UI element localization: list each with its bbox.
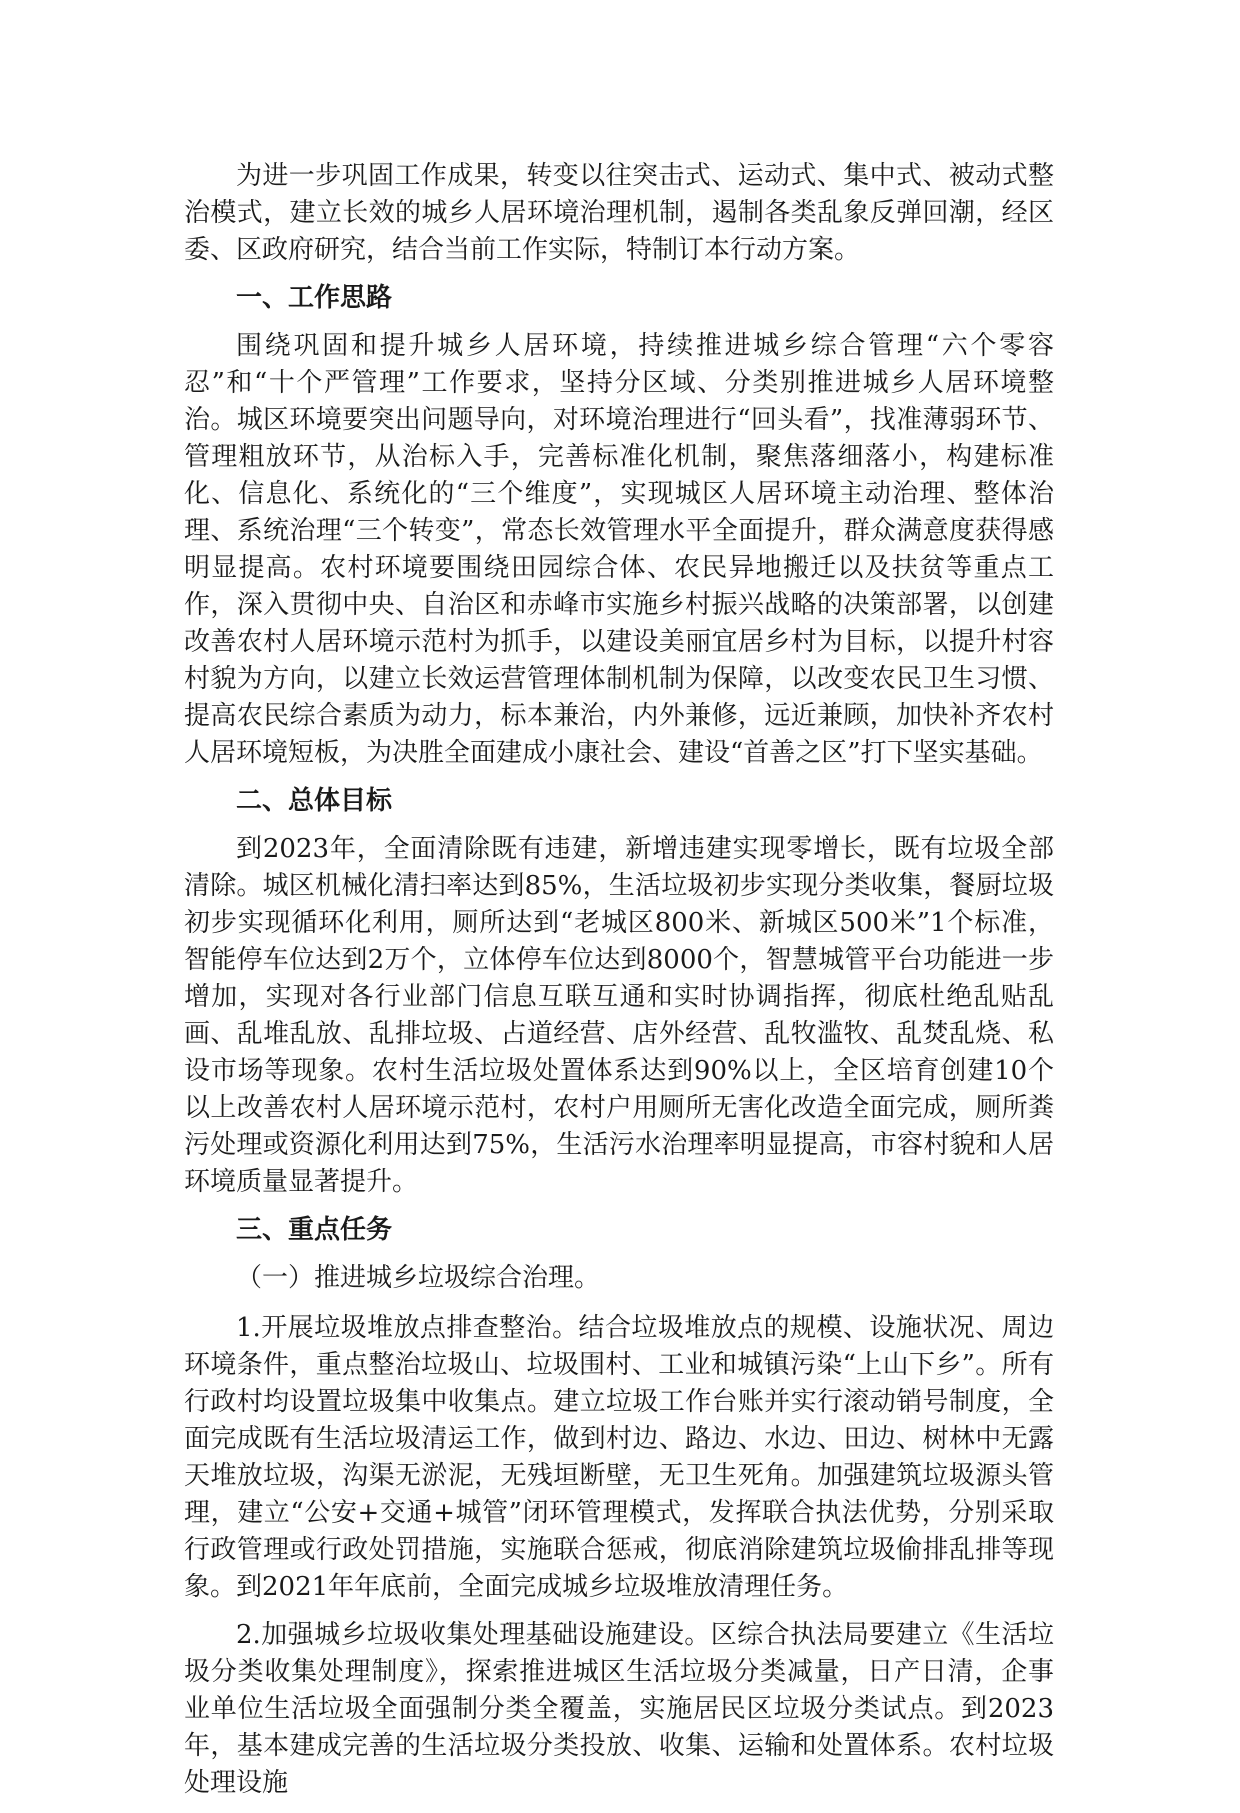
- intro-paragraph: 为进一步巩固工作成果，转变以往突击式、运动式、集中式、被动式整治模式，建立长效的城乡人居环境治理机制，遏制各类乱象反弹回潮，经区委、区政府研究，结合当前工作实际，特制订本行动方案。: [184, 161, 1054, 265]
- document-page: [184, 158, 1054, 1813]
- section-heading-work-approach: 一、工作思路: [236, 283, 393, 313]
- section-heading-key-tasks: 三、重点任务: [236, 1215, 393, 1245]
- overall-goal-paragraph: 到2023年，全面清除既有违建，新增违建实现零增长，既有垃圾全部清除。城区机械化清扫率达到85%，生活垃圾初步实现分类收集，餐厨垃圾初步实现循环化利用，厕所达到“老城区800米、新城区500米”1个标准，智能停车位达到2万个，立体停车位达到8000个，智慧城管平台功能进一步增加，实现对各行业部门信息互联互通和实时协调指挥，彻底杜绝乱贴乱画、乱堆乱放、乱排垃圾、占道经营、店外经营、乱牧滥牧、乱焚乱烧、私设市场等现象。农村生活垃圾处置体系达到90%以上，全区培育创建10个以上改善农村人居环境示范村，农村户用厕所无害化改造全面完成，厕所粪污处理或资源化利用达到75%，生活污水治理率明显提高，市容村貌和人居环境质量显著提升。: [184, 834, 1054, 1197]
- work-approach-paragraph: 围绕巩固和提升城乡人居环境，持续推进城乡综合管理“六个零容忍”和“十个严管理”工作要求，坚持分区域、分类别推进城乡人居环境整治。城区环境要突出问题导向，对环境治理进行“回头看”，找准薄弱环节、管理粗放环节，从治标入手，完善标准化机制，聚焦落细落小，构建标准化、信息化、系统化的“三个维度”，实现城区人居环境主动治理、整体治理、系统治理“三个转变”，常态长效管理水平全面提升，群众满意度获得感明显提高。农村环境要围绕田园综合体、农民异地搬迁以及扶贫等重点工作，深入贯彻中央、自治区和赤峰市实施乡村振兴战略的决策部署，以创建改善农村人居环境示范村为抓手，以建设美丽宜居乡村为目标，以提升村容村貌为方向，以建立长效运营管理体制机制为保障，以改变农民卫生习惯、提高农民综合素质为动力，标本兼治，内外兼修，远近兼顾，加快补齐农村人居环境短板，为决胜全面建成小康社会、建设“首善之区”打下坚实基础。: [184, 331, 1054, 768]
- section-heading-overall-goal: 二、总体目标: [236, 786, 393, 816]
- task-item-2: 2.加强城乡垃圾收集处理基础设施建设。区综合执法局要建立《生活垃圾分类收集处理制度》，探索推进城区生活垃圾分类减量，日产日清，企事业单位生活垃圾全面强制分类全覆盖，实施居民区垃圾分类试点。到2023年，基本建成完善的生活垃圾分类投放、收集、运输和处置体系。农村垃圾处理设施: [184, 1620, 1054, 1798]
- subsection-heading-garbage: （一）推进城乡垃圾综合治理。: [236, 1263, 601, 1293]
- task-item-1: 1.开展垃圾堆放点排查整治。结合垃圾堆放点的规模、设施状况、周边环境条件，重点整治垃圾山、垃圾围村、工业和城镇污染“上山下乡”。所有行政村均设置垃圾集中收集点。建立垃圾工作台账并实行滚动销号制度，全面完成既有生活垃圾清运工作，做到村边、路边、水边、田边、树林中无露天堆放垃圾，沟渠无淤泥，无残垣断壁，无卫生死角。加强建筑垃圾源头管理，建立“公安+交通+城管”闭环管理模式，发挥联合执法优势，分别采取行政管理或行政处罚措施，实施联合惩戒，彻底消除建筑垃圾偷排乱排等现象。到2021年年底前，全面完成城乡垃圾堆放清理任务。: [184, 1313, 1054, 1602]
